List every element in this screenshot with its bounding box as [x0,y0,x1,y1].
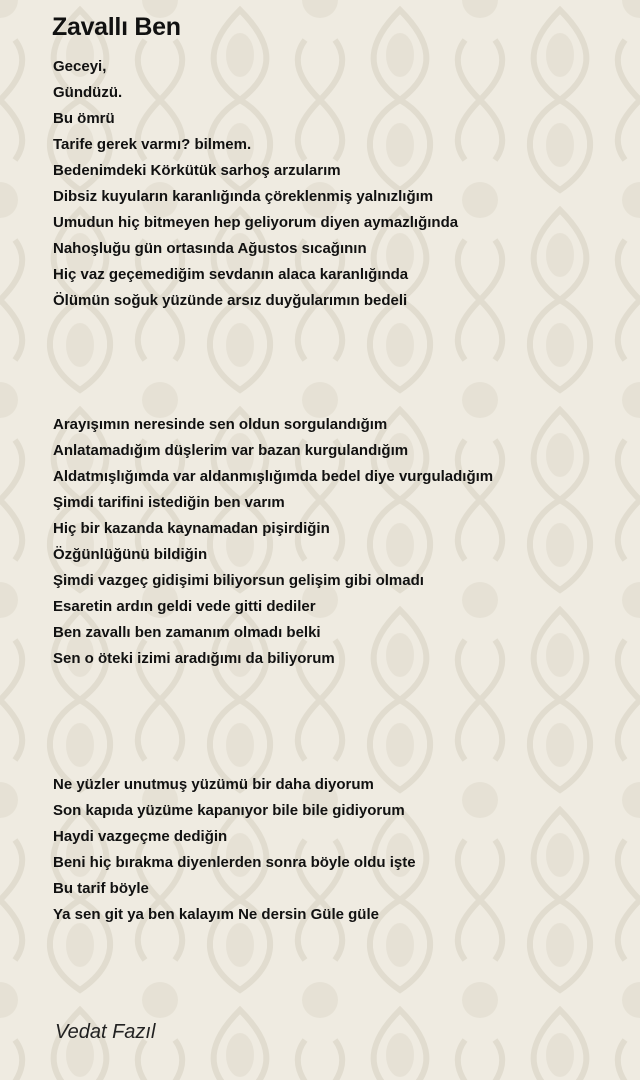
poem-line: Umudun hiç bitmeyen hep geliyorum diyen aymazlığında [53,214,459,231]
poem-title: Zavallı Ben [52,13,181,41]
poem-line: Son kapıda yüzüme kapanıyor bile bile gidiyorum [53,802,405,819]
poem-line: Şimdi vazgeç gidişimi biliyorsun gelişim gibi olmadı [53,572,424,589]
poem-line: Haydi vazgeçme dediğin [53,828,228,845]
poem-line: Hiç bir kazanda kaynamadan pişirdiğin [53,520,330,537]
poem-line: Bu ömrü [53,110,115,127]
poem-author: Vedat Fazıl [55,1021,156,1043]
poem-line: Arayışımın neresinde sen oldun sorgulandığım [53,416,388,433]
poem-line: Geceyi, [53,58,107,75]
poem-line: Esaretin ardın geldi vede gitti dediler [53,598,316,615]
poem-line: Tarife gerek varmı? bilmem. [53,136,252,153]
poem-line: Bu tarif böyle [53,880,149,897]
poem-line: Dibsiz kuyuların karanlığında çöreklenmiş yalnızlığım [53,188,434,205]
poem-line: Nahoşluğu gün ortasında Ağustos sıcağının [53,240,367,257]
poem-line: Ne yüzler unutmuş yüzümü bir daha diyorum [53,776,374,793]
poem-line: Beni hiç bırakma diyenlerden sonra böyle oldu işte [53,854,416,871]
poem-line: Şimdi tarifini istediğin ben varım [53,494,285,511]
stanza-1 [53,54,458,314]
poem-line: Ölümün soğuk yüzünde arsız duyğularımın bedeli [53,292,408,309]
poem-line: Anlatamadığım düşlerim var bazan kurgulandığım [53,442,409,459]
stanza-2 [53,412,493,672]
poem-line: Sen o öteki izimi aradığımı da biliyorum [53,650,335,667]
poem-line: Ben zavallı ben zamanım olmadı belki [53,624,321,641]
poem-line: Bedenimdeki Körkütük sarhoş arzularım [53,162,341,179]
poem-line: Gündüzü. [53,84,123,101]
poem-line: Özğünlüğünü bildiğin [53,546,208,563]
stanza-3 [53,772,416,928]
poem-line: Hiç vaz geçemediğim sevdanın alaca karanlığında [53,266,409,283]
poem-line: Aldatmışlığımda var aldanmışlığımda bedel diye vurguladığım [53,468,494,485]
poem-line: Ya sen git ya ben kalayım Ne dersin Güle güle [53,906,379,923]
